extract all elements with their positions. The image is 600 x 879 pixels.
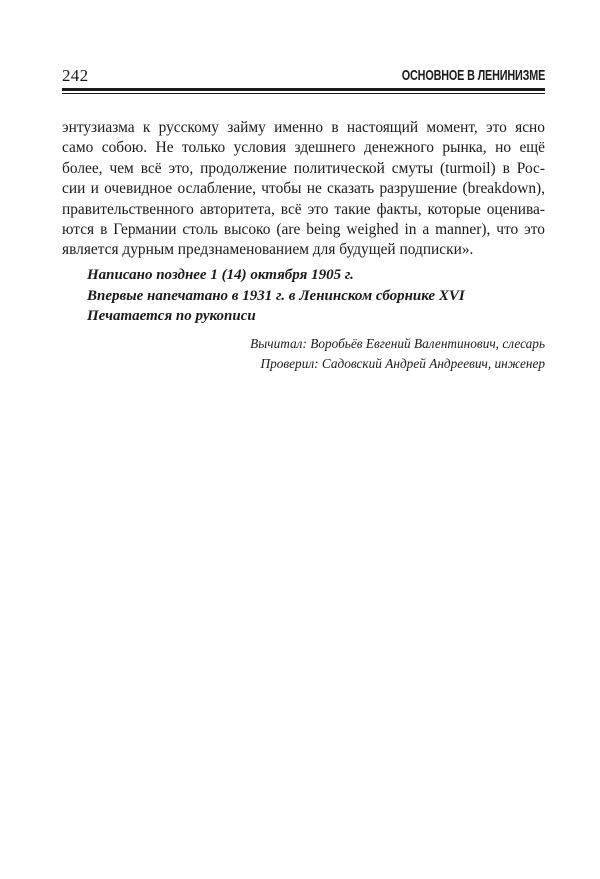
body-line: более, чем всё это, продолжение политической смуты (turmoil) в Рос- [62, 159, 545, 177]
header-rule-thick [62, 88, 545, 91]
note-first-published: Впервые напечатано в 1931 г. в Ленинском сборнике XVI [87, 287, 465, 304]
page-header [62, 66, 545, 88]
running-title: ОСНОВНОЕ В ЛЕНИНИЗМЕ [401, 67, 545, 84]
body-line: сии и очевидное ослабление, чтобы не сказать разрушение (breakdown), [62, 180, 545, 198]
body-line: само собою. Не только условия здешнего денежного рынка, но ещё [62, 139, 545, 157]
body-line-last: является дурным предзнаменованием для будущей подписки». [62, 241, 474, 259]
body-line: ются в Германии столь высоко (are being weighed in a manner), что это [62, 220, 545, 238]
credit-checker: Проверил: Садовский Андрей Андреевич, инженер [260, 355, 545, 371]
note-printed-from: Печатается по рукописи [87, 308, 256, 324]
page-number: 242 [62, 66, 89, 85]
body-line: энтузиазма к русскому займу именно в настоящий момент, это ясно [62, 119, 545, 136]
body-paragraph [62, 118, 545, 261]
credits [125, 334, 545, 373]
note-written-date: Написано позднее 1 (14) октября 1905 г. [87, 267, 354, 283]
publication-notes [87, 265, 545, 327]
body-line: правительственного авторитета, всё это такие факты, которые оценива- [62, 200, 545, 218]
header-rule-thin [62, 93, 545, 94]
credit-proofreader: Вычитал: Воробьёв Евгений Валентинович, слесарь [250, 336, 545, 351]
